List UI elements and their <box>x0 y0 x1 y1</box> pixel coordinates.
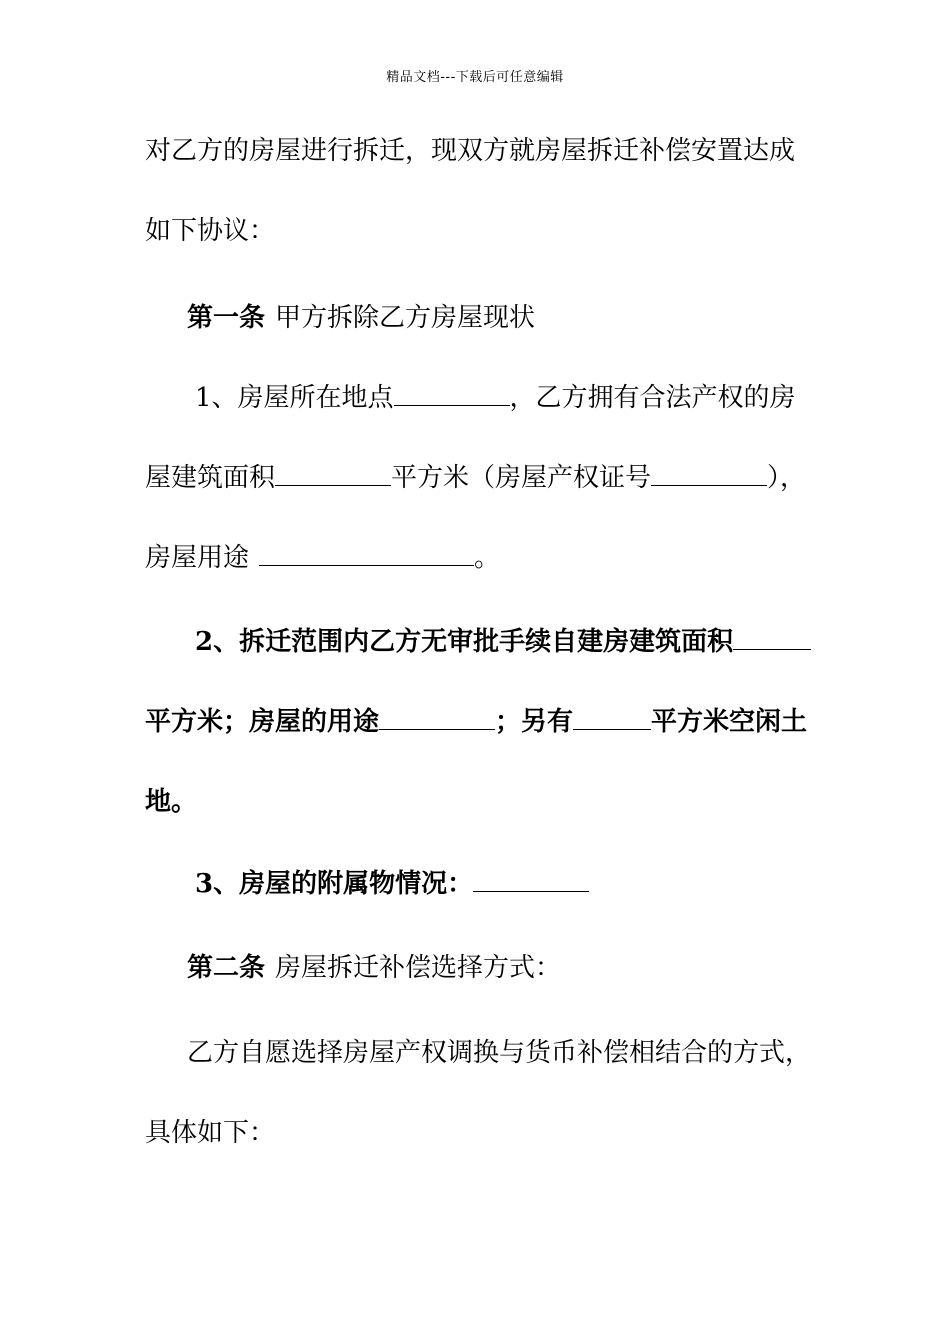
article-one-heading <box>187 300 867 336</box>
vacant-land-blank[interactable] <box>573 705 651 730</box>
usage-blank[interactable] <box>259 541 474 566</box>
article-one-text: 甲方拆除乙方房屋现状 <box>275 303 536 333</box>
page-header: 精品文档---下载后可任意编辑 <box>386 70 564 85</box>
item-two-line <box>195 624 875 660</box>
usage-end: 。 <box>474 543 501 573</box>
area-label: 屋建筑面积 <box>145 463 276 493</box>
attachments-blank[interactable] <box>473 867 589 892</box>
item-one-line-3 <box>145 540 825 576</box>
certificate-label: 平方米（房屋产权证号 <box>391 463 652 493</box>
item-one-text: ，乙方拥有合法产权的房 <box>509 383 796 413</box>
article-two-text: 房屋拆迁补偿选择方式： <box>275 953 562 983</box>
item-one-label: 1、房屋所在地点 <box>195 383 394 413</box>
item-two-label: 2、拆迁范围内乙方无审批手续自建房建筑面积 <box>195 627 734 657</box>
paragraph-line: 具体如下： <box>145 1118 276 1148</box>
paragraph-line: 对乙方的房屋进行拆迁，现双方就房屋拆迁补偿安置达成 <box>145 136 796 166</box>
article-two-heading <box>187 950 867 986</box>
item-two-line-2 <box>145 704 825 740</box>
usage-label: 房屋用途 <box>145 543 250 573</box>
item-one-line-2 <box>145 460 825 496</box>
article-two-title: 第二条 <box>187 953 266 983</box>
certificate-blank[interactable] <box>651 461 767 486</box>
article-one-title: 第一条 <box>187 303 266 333</box>
self-built-area-blank[interactable] <box>733 625 811 650</box>
item-three-line <box>195 866 875 902</box>
paragraph-line: 乙方自愿选择房屋产权调换与货币补偿相结合的方式， <box>187 1038 812 1068</box>
area-blank[interactable] <box>275 461 391 486</box>
item-two-unit: 平方米；房屋的用途 <box>145 707 380 737</box>
item-one-line <box>195 380 875 416</box>
self-built-usage-blank[interactable] <box>379 705 495 730</box>
item-two-line-3: 地。 <box>145 787 198 817</box>
item-two-other: ；另有 <box>495 707 574 737</box>
item-three-label: 3、房屋的附属物情况： <box>195 869 474 899</box>
item-two-land: 平方米空闲土 <box>651 707 808 737</box>
certificate-close: ）， <box>767 463 807 493</box>
paragraph-line: 如下协议： <box>145 216 276 246</box>
location-blank[interactable] <box>394 381 510 406</box>
